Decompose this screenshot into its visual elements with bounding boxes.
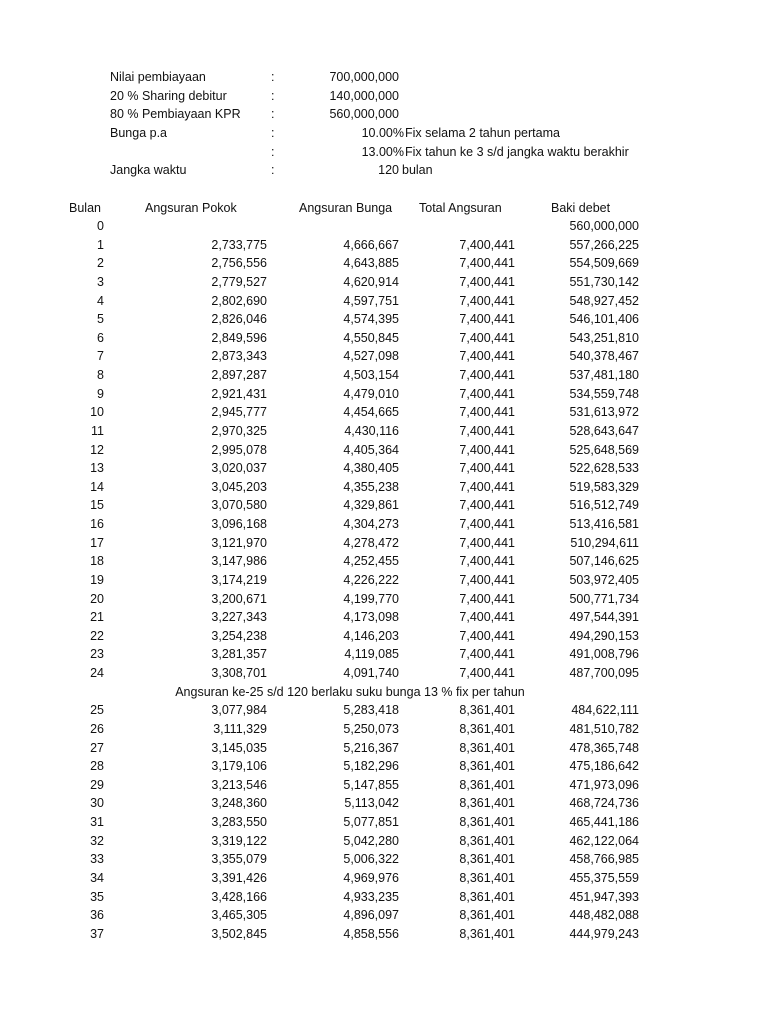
cell-total-angsuran: 8,361,401: [459, 759, 515, 774]
cell-angsuran-bunga: 5,250,073: [343, 721, 399, 736]
cell-bulan: 26: [90, 721, 104, 736]
amortization-table: [0, 217, 768, 943]
cell-angsuran-bunga: 4,454,665: [343, 405, 399, 420]
table-row: [0, 832, 768, 851]
header-baki-debet: Baki debet: [551, 201, 611, 215]
cell-baki-debet: 462,122,064: [569, 833, 639, 848]
table-row: [0, 292, 768, 311]
table-row: [0, 720, 768, 739]
cell-baki-debet: 554,509,669: [569, 256, 639, 271]
cell-angsuran-bunga: 5,147,855: [343, 777, 399, 792]
cell-bulan: 30: [90, 796, 104, 811]
table-row: [0, 254, 768, 273]
table-row: [0, 385, 768, 404]
cell-angsuran-bunga: 4,329,861: [343, 498, 399, 513]
summary-label: 80 % Pembiayaan KPR: [110, 107, 241, 121]
summary-rate-note: Fix selama 2 tahun pertama: [405, 126, 560, 140]
table-row: [0, 645, 768, 664]
cell-bulan: 17: [90, 535, 104, 550]
summary-row-jangka: [0, 161, 768, 179]
cell-baki-debet: 455,375,559: [569, 870, 639, 885]
cell-baki-debet: 448,482,088: [569, 908, 639, 923]
cell-bulan: 22: [90, 628, 104, 643]
cell-total-angsuran: 7,400,441: [459, 386, 515, 401]
cell-angsuran-pokok: 3,213,546: [211, 777, 267, 792]
cell-bulan: 14: [90, 479, 104, 494]
rate-change-note: Angsuran ke-25 s/d 120 berlaku suku bunga 13 % fix per tahun: [175, 684, 525, 699]
cell-baki-debet: 551,730,142: [569, 274, 639, 289]
cell-total-angsuran: 8,361,401: [459, 815, 515, 829]
cell-bulan: 32: [90, 833, 104, 848]
cell-angsuran-pokok: 3,227,343: [211, 610, 267, 625]
cell-angsuran-bunga: 4,620,914: [343, 274, 399, 289]
cell-total-angsuran: 7,400,441: [459, 423, 515, 438]
table-row: [0, 347, 768, 366]
cell-total-angsuran: 8,361,401: [459, 908, 515, 923]
cell-bulan: 18: [90, 554, 104, 569]
cell-baki-debet: 522,628,533: [569, 461, 639, 476]
cell-total-angsuran: 7,400,441: [459, 628, 515, 643]
cell-total-angsuran: 7,400,441: [459, 405, 515, 420]
cell-angsuran-bunga: 5,077,851: [343, 815, 399, 829]
summary-label: Bunga p.a: [110, 126, 167, 140]
cell-angsuran-bunga: 5,182,296: [343, 759, 399, 774]
cell-bulan: 16: [90, 517, 104, 531]
cell-baki-debet: 507,146,625: [569, 554, 639, 569]
cell-bulan: 31: [90, 815, 104, 829]
cell-bulan: 7: [97, 349, 104, 364]
cell-bulan: 23: [90, 647, 104, 662]
table-row: [0, 813, 768, 832]
cell-bulan: 2: [97, 256, 104, 271]
summary-value: 700,000,000: [329, 70, 399, 84]
header-bulan: Bulan: [69, 201, 101, 215]
cell-angsuran-pokok: 3,308,701: [211, 666, 267, 680]
table-row: [0, 496, 768, 515]
cell-angsuran-bunga: 4,173,098: [343, 610, 399, 625]
cell-angsuran-bunga: 4,226,222: [343, 572, 399, 587]
cell-angsuran-pokok: 2,849,596: [211, 330, 267, 345]
table-row: [0, 366, 768, 385]
cell-baki-debet: 546,101,406: [569, 312, 639, 327]
cell-angsuran-bunga: 5,042,280: [343, 833, 399, 848]
cell-total-angsuran: 7,400,441: [459, 293, 515, 308]
cell-bulan: 1: [97, 237, 104, 252]
cell-angsuran-pokok: 2,970,325: [211, 423, 267, 438]
cell-total-angsuran: 7,400,441: [459, 368, 515, 382]
table-row: [0, 217, 768, 236]
table-row: [0, 459, 768, 478]
cell-angsuran-bunga: 4,969,976: [343, 870, 399, 885]
cell-angsuran-pokok: 3,111,329: [213, 721, 267, 736]
cell-total-angsuran: 8,361,401: [459, 870, 515, 885]
cell-baki-debet: 500,771,734: [569, 591, 639, 606]
table-row: [0, 478, 768, 497]
cell-angsuran-bunga: 5,006,322: [343, 852, 399, 867]
cell-angsuran-pokok: 2,802,690: [211, 293, 267, 308]
cell-total-angsuran: 7,400,441: [459, 479, 515, 494]
cell-baki-debet: 537,481,180: [569, 368, 639, 382]
cell-baki-debet: 516,512,749: [569, 498, 639, 513]
cell-total-angsuran: 7,400,441: [459, 461, 515, 476]
cell-angsuran-pokok: 2,945,777: [211, 405, 267, 420]
cell-angsuran-pokok: 3,355,079: [211, 852, 267, 867]
header-angsuran-bunga: Angsuran Bunga: [299, 201, 393, 215]
header-angsuran-pokok: Angsuran Pokok: [145, 201, 237, 215]
cell-angsuran-bunga: 4,091,740: [343, 666, 399, 680]
cell-baki-debet: 525,648,569: [569, 442, 639, 457]
cell-angsuran-pokok: 3,283,550: [211, 815, 267, 829]
cell-angsuran-bunga: 4,858,556: [343, 926, 399, 941]
summary-label: Nilai pembiayaan: [110, 70, 206, 84]
cell-bulan: 15: [90, 498, 104, 513]
cell-angsuran-pokok: 3,020,037: [211, 461, 267, 476]
summary-row-nilai: [0, 68, 768, 86]
table-row: [0, 273, 768, 292]
summary-colon: :: [271, 145, 275, 159]
cell-angsuran-bunga: 4,574,395: [343, 312, 399, 327]
cell-bulan: 21: [90, 610, 104, 625]
cell-bulan: 4: [97, 293, 104, 308]
cell-angsuran-bunga: 4,527,098: [343, 349, 399, 364]
cell-total-angsuran: 8,361,401: [459, 796, 515, 811]
cell-total-angsuran: 8,361,401: [459, 852, 515, 867]
cell-angsuran-bunga: 4,896,097: [343, 908, 399, 923]
cell-total-angsuran: 8,361,401: [459, 833, 515, 848]
cell-angsuran-bunga: 4,405,364: [343, 442, 399, 457]
cell-total-angsuran: 7,400,441: [459, 312, 515, 327]
table-row: [0, 757, 768, 776]
summary-row-kpr: [0, 105, 768, 123]
cell-angsuran-bunga: 4,119,085: [344, 647, 399, 662]
cell-angsuran-bunga: 4,430,116: [344, 423, 399, 438]
table-row: [0, 441, 768, 460]
cell-angsuran-pokok: 3,045,203: [211, 479, 267, 494]
cell-bulan: 0: [97, 219, 104, 233]
cell-total-angsuran: 7,400,441: [459, 610, 515, 625]
cell-baki-debet: 491,008,796: [569, 647, 639, 662]
cell-angsuran-pokok: 3,281,357: [211, 647, 267, 662]
cell-angsuran-bunga: 4,666,667: [343, 237, 399, 252]
cell-angsuran-bunga: 5,283,418: [343, 703, 399, 718]
cell-total-angsuran: 7,400,441: [459, 237, 515, 252]
table-row: [0, 534, 768, 553]
cell-baki-debet: 503,972,405: [569, 572, 639, 587]
table-row: [0, 739, 768, 758]
summary-colon: :: [271, 89, 275, 103]
cell-bulan: 27: [90, 740, 104, 755]
cell-angsuran-bunga: 4,304,273: [343, 517, 399, 531]
cell-bulan: 10: [90, 405, 104, 420]
table-row: [0, 627, 768, 646]
cell-total-angsuran: 8,361,401: [459, 721, 515, 736]
table-row: [0, 776, 768, 795]
cell-angsuran-bunga: 4,503,154: [343, 368, 399, 382]
cell-angsuran-pokok: 2,897,287: [211, 368, 267, 382]
cell-angsuran-pokok: 2,921,431: [211, 386, 267, 401]
cell-bulan: 5: [97, 312, 104, 327]
table-row: [0, 310, 768, 329]
cell-baki-debet: 557,266,225: [569, 237, 639, 252]
cell-baki-debet: 471,973,096: [569, 777, 639, 792]
cell-total-angsuran: 8,361,401: [459, 889, 515, 904]
cell-angsuran-bunga: 4,380,405: [343, 461, 399, 476]
cell-angsuran-bunga: 4,355,238: [343, 479, 399, 494]
cell-baki-debet: 494,290,153: [569, 628, 639, 643]
summary-row-sharing: [0, 87, 768, 105]
cell-total-angsuran: 7,400,441: [459, 442, 515, 457]
cell-baki-debet: 487,700,095: [569, 666, 639, 680]
cell-baki-debet: 475,186,642: [569, 759, 639, 774]
cell-bulan: 8: [97, 368, 104, 382]
cell-angsuran-bunga: 4,479,010: [343, 386, 399, 401]
cell-baki-debet: 444,979,243: [569, 926, 639, 941]
cell-bulan: 6: [97, 330, 104, 345]
cell-angsuran-pokok: 3,391,426: [211, 870, 267, 885]
cell-bulan: 29: [90, 777, 104, 792]
table-row: [0, 888, 768, 907]
cell-total-angsuran: 7,400,441: [459, 498, 515, 513]
summary-value: 140,000,000: [329, 89, 399, 103]
summary-colon: :: [271, 163, 275, 177]
table-row: [0, 869, 768, 888]
cell-angsuran-bunga: 4,643,885: [343, 256, 399, 271]
cell-angsuran-pokok: 3,248,360: [211, 796, 267, 811]
summary-colon: :: [271, 70, 275, 84]
cell-bulan: 12: [90, 442, 104, 457]
cell-total-angsuran: 7,400,441: [459, 535, 515, 550]
table-row: [0, 329, 768, 348]
cell-angsuran-bunga: 4,278,472: [343, 535, 399, 550]
table-row: [0, 608, 768, 627]
cell-baki-debet: 531,613,972: [569, 405, 639, 420]
cell-angsuran-bunga: 5,216,367: [343, 740, 399, 755]
cell-baki-debet: 465,441,186: [569, 815, 639, 829]
cell-baki-debet: 481,510,782: [569, 721, 639, 736]
cell-angsuran-pokok: 3,254,238: [211, 628, 267, 643]
table-row: [0, 794, 768, 813]
cell-bulan: 20: [90, 591, 104, 606]
table-row: [0, 664, 768, 683]
cell-angsuran-pokok: 2,826,046: [211, 312, 267, 327]
cell-angsuran-pokok: 3,179,106: [211, 759, 267, 774]
cell-baki-debet: 543,251,810: [569, 330, 639, 345]
cell-baki-debet: 451,947,393: [569, 889, 639, 904]
summary-value: 560,000,000: [329, 107, 399, 121]
cell-total-angsuran: 7,400,441: [459, 554, 515, 569]
cell-total-angsuran: 7,400,441: [459, 256, 515, 271]
cell-bulan: 25: [90, 703, 104, 718]
cell-angsuran-pokok: 3,077,984: [211, 703, 267, 718]
cell-baki-debet: 468,724,736: [569, 796, 639, 811]
cell-total-angsuran: 7,400,441: [459, 647, 515, 662]
cell-baki-debet: 497,544,391: [569, 610, 639, 625]
cell-total-angsuran: 8,361,401: [459, 926, 515, 941]
cell-angsuran-bunga: 4,597,751: [343, 293, 399, 308]
summary-rate: 13.00%: [361, 145, 404, 159]
cell-bulan: 36: [90, 908, 104, 923]
summary-rate-note: Fix tahun ke 3 s/d jangka waktu berakhir: [405, 145, 629, 159]
cell-angsuran-pokok: 2,756,556: [211, 256, 267, 271]
cell-angsuran-bunga: 4,146,203: [343, 628, 399, 643]
table-row: [0, 701, 768, 720]
cell-baki-debet: 528,643,647: [569, 423, 639, 438]
cell-total-angsuran: 7,400,441: [459, 591, 515, 606]
summary-colon: :: [271, 107, 275, 121]
table-row: [0, 590, 768, 609]
cell-total-angsuran: 7,400,441: [459, 666, 515, 680]
cell-baki-debet: 519,583,329: [569, 479, 639, 494]
cell-bulan: 24: [90, 666, 104, 680]
cell-total-angsuran: 7,400,441: [459, 349, 515, 364]
cell-total-angsuran: 7,400,441: [459, 572, 515, 587]
cell-bulan: 28: [90, 759, 104, 774]
cell-angsuran-bunga: 4,933,235: [343, 889, 399, 904]
cell-total-angsuran: 7,400,441: [459, 274, 515, 289]
summary-row-bunga: [0, 124, 768, 142]
cell-angsuran-bunga: 5,113,042: [344, 796, 399, 811]
summary-label: Jangka waktu: [110, 163, 187, 177]
rate-change-note-row: [0, 683, 768, 702]
summary-value: 120: [378, 163, 399, 177]
cell-angsuran-pokok: 3,502,845: [211, 926, 267, 941]
cell-angsuran-pokok: 2,733,775: [211, 237, 267, 252]
summary-colon: :: [271, 126, 275, 140]
table-row: [0, 422, 768, 441]
cell-angsuran-pokok: 3,465,305: [211, 908, 267, 923]
table-row: [0, 906, 768, 925]
cell-baki-debet: 540,378,467: [569, 349, 639, 364]
cell-total-angsuran: 8,361,401: [459, 777, 515, 792]
table-row: [0, 571, 768, 590]
cell-total-angsuran: 8,361,401: [459, 740, 515, 755]
cell-bulan: 11: [91, 423, 104, 438]
cell-angsuran-bunga: 4,252,455: [343, 554, 399, 569]
cell-angsuran-pokok: 3,428,166: [211, 889, 267, 904]
cell-angsuran-bunga: 4,199,770: [343, 591, 399, 606]
cell-baki-debet: 548,927,452: [569, 293, 639, 308]
cell-angsuran-pokok: 3,147,986: [211, 554, 267, 569]
cell-baki-debet: 510,294,611: [570, 535, 639, 550]
cell-angsuran-pokok: 2,779,527: [211, 274, 267, 289]
cell-bulan: 9: [97, 386, 104, 401]
cell-baki-debet: 458,766,985: [569, 852, 639, 867]
cell-angsuran-pokok: 3,319,122: [211, 833, 267, 848]
cell-baki-debet: 513,416,581: [569, 517, 639, 531]
cell-angsuran-pokok: 2,995,078: [211, 442, 267, 457]
cell-baki-debet: 534,559,748: [569, 386, 639, 401]
table-row: [0, 515, 768, 534]
cell-angsuran-pokok: 3,096,168: [211, 517, 267, 531]
table-row: [0, 925, 768, 944]
cell-total-angsuran: 8,361,401: [459, 703, 515, 718]
cell-total-angsuran: 7,400,441: [459, 330, 515, 345]
cell-total-angsuran: 7,400,441: [459, 517, 515, 531]
cell-angsuran-pokok: 3,070,580: [211, 498, 267, 513]
summary-unit: bulan: [402, 163, 433, 177]
summary-rate: 10.00%: [361, 126, 404, 140]
table-row: [0, 552, 768, 571]
table-row: [0, 403, 768, 422]
table-row: [0, 850, 768, 869]
cell-bulan: 33: [90, 852, 104, 867]
cell-angsuran-pokok: 3,174,219: [211, 572, 267, 587]
cell-angsuran-pokok: 3,121,970: [211, 535, 267, 550]
cell-baki-debet: 484,622,111: [571, 703, 639, 718]
cell-angsuran-bunga: 4,550,845: [343, 330, 399, 345]
header-total-angsuran: Total Angsuran: [419, 201, 502, 215]
cell-angsuran-pokok: 2,873,343: [211, 349, 267, 364]
cell-bulan: 37: [90, 926, 104, 941]
summary-row-bunga-2: [0, 143, 768, 161]
table-row: [0, 236, 768, 255]
summary-label: 20 % Sharing debitur: [110, 89, 227, 103]
cell-baki-debet: 478,365,748: [569, 740, 639, 755]
cell-baki-debet: 560,000,000: [569, 219, 639, 233]
cell-bulan: 19: [90, 572, 104, 587]
cell-angsuran-pokok: 3,145,035: [211, 740, 267, 755]
cell-bulan: 13: [90, 461, 104, 476]
cell-bulan: 35: [90, 889, 104, 904]
cell-angsuran-pokok: 3,200,671: [211, 591, 267, 606]
cell-bulan: 34: [90, 870, 104, 885]
cell-bulan: 3: [97, 274, 104, 289]
